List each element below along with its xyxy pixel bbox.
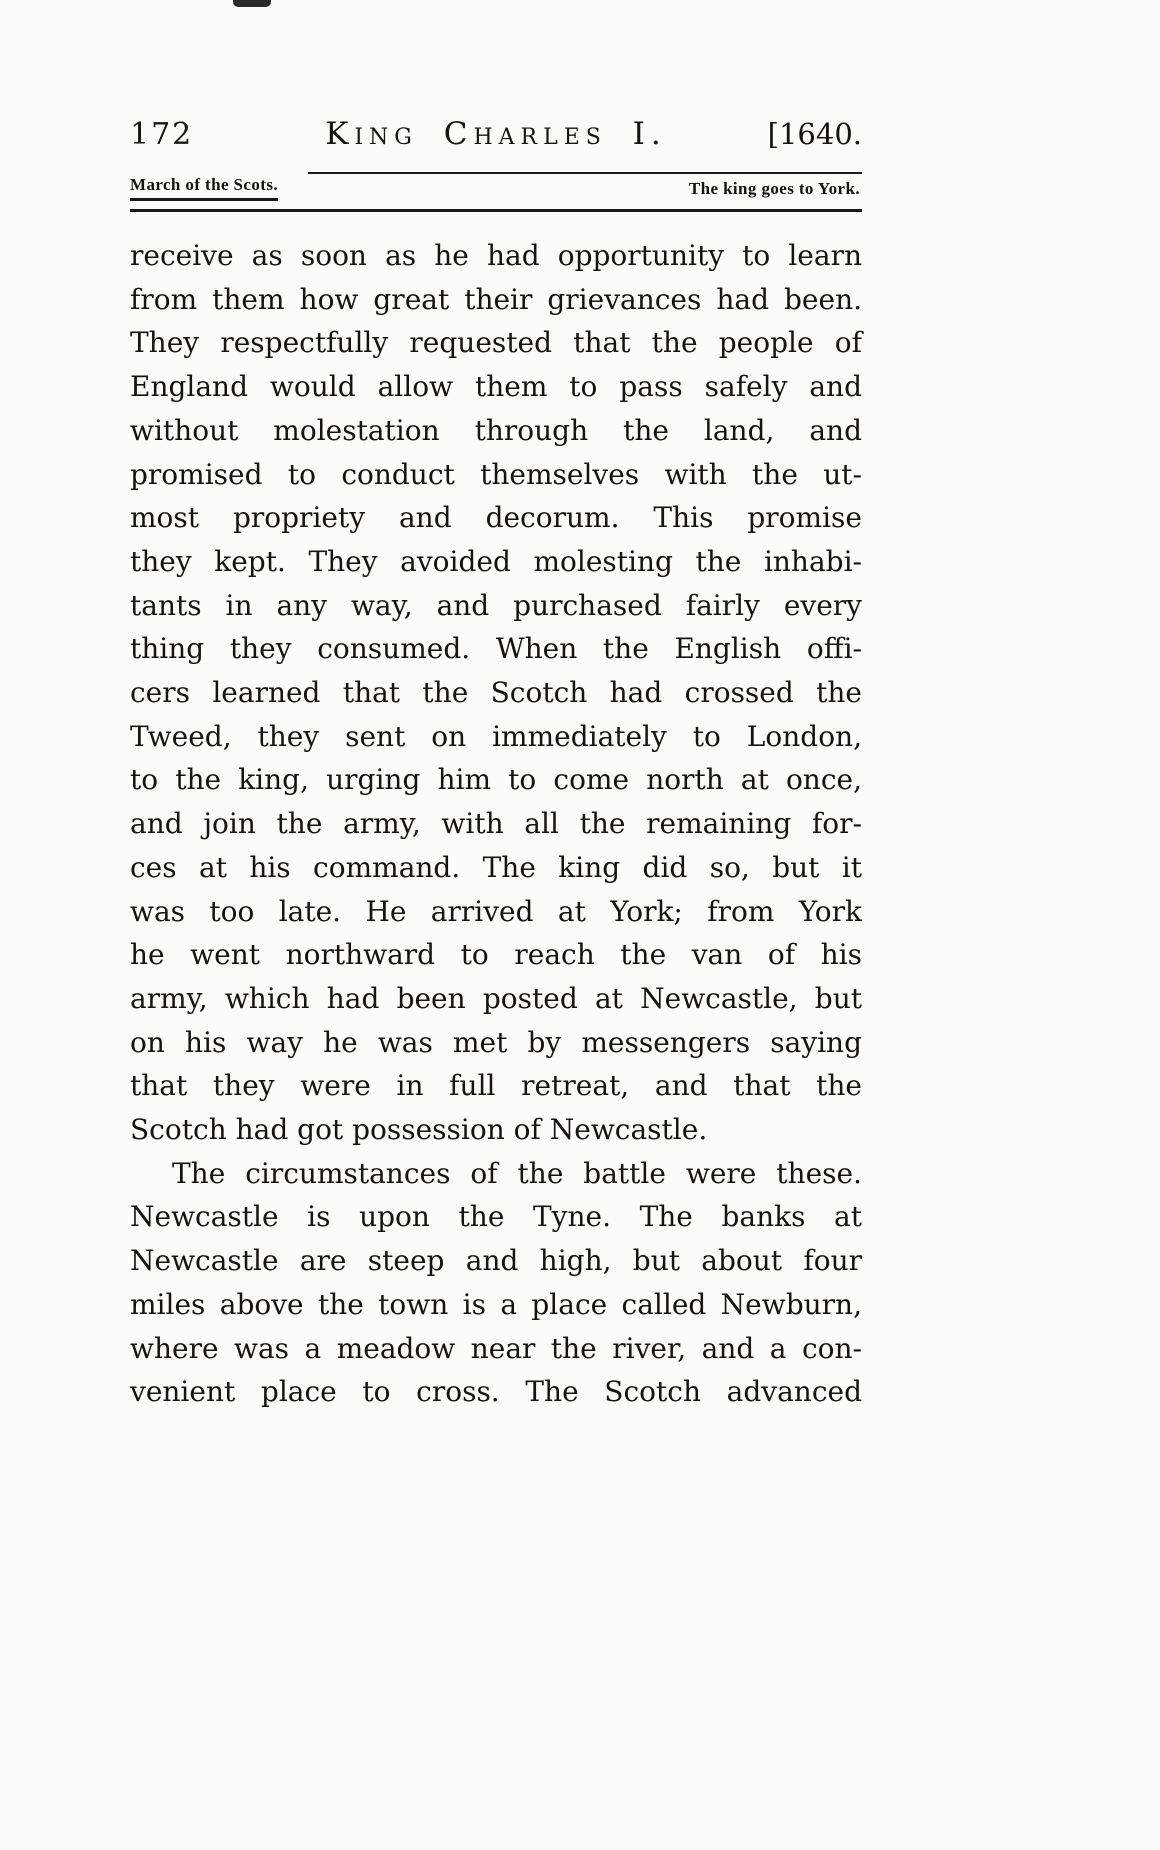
- text-line: Tweed, they sent on immediately to London,: [130, 719, 862, 753]
- text-line: army, which had been posted at Newcastle, but: [130, 981, 862, 1015]
- text-line: and join the army, with all the remaining for-: [130, 807, 862, 841]
- running-notes: [130, 172, 862, 203]
- page-header: [130, 116, 862, 152]
- text-line: on his way he was met by messengers saying: [130, 1025, 862, 1059]
- page-number: 172: [130, 117, 194, 152]
- text-line: where was a meadow near the river, and a con-: [130, 1331, 862, 1365]
- text-line: The circumstances of the battle were these.: [172, 1156, 862, 1190]
- text-line: receive as soon as he had opportunity to learn: [130, 239, 862, 272]
- text-line: tants in any way, and purchased fairly every: [130, 588, 862, 622]
- text-line: cers learned that the Scotch had crossed the: [130, 676, 862, 710]
- text-line: Scotch had got possession of Newcastle.: [130, 1113, 708, 1147]
- text-line: they kept. They avoided molesting the inhabi-: [130, 544, 862, 578]
- year-label: [1640.: [767, 117, 862, 151]
- text-line: miles above the town is a place called Newburn,: [130, 1287, 862, 1321]
- text-line: ces at his command. The king did so, but it: [130, 850, 862, 884]
- text-line: thing they consumed. When the English offi-: [130, 632, 862, 666]
- page-content: [130, 0, 862, 1414]
- right-running-note: The king goes to York.: [688, 179, 860, 198]
- text-line: from them how great their grievances had been.: [130, 282, 862, 316]
- right-note-rule: [308, 172, 862, 203]
- body-text: [130, 234, 862, 1414]
- header-rule: [130, 209, 862, 212]
- text-line: promised to conduct themselves with the ut-: [130, 457, 862, 491]
- text-line: that they were in full retreat, and that the: [130, 1069, 862, 1103]
- text-line: England would allow them to pass safely and: [130, 370, 862, 404]
- text-line: most propriety and decorum. This promise: [130, 501, 862, 535]
- left-running-note: March of the Scots.: [130, 175, 278, 201]
- text-line: he went northward to reach the van of his: [130, 938, 862, 972]
- text-line: They respectfully requested that the people of: [130, 326, 862, 360]
- text-line: venient place to cross. The Scotch advanced: [130, 1375, 862, 1409]
- text-line: Newcastle is upon the Tyne. The banks at: [130, 1200, 862, 1234]
- text-line: to the king, urging him to come north at once,: [130, 763, 862, 797]
- text-line: was too late. He arrived at York; from York: [130, 894, 862, 928]
- text-line: without molestation through the land, and: [130, 413, 862, 447]
- running-title: King Charles I.: [325, 116, 667, 152]
- text-line: Newcastle are steep and high, but about four: [130, 1244, 862, 1278]
